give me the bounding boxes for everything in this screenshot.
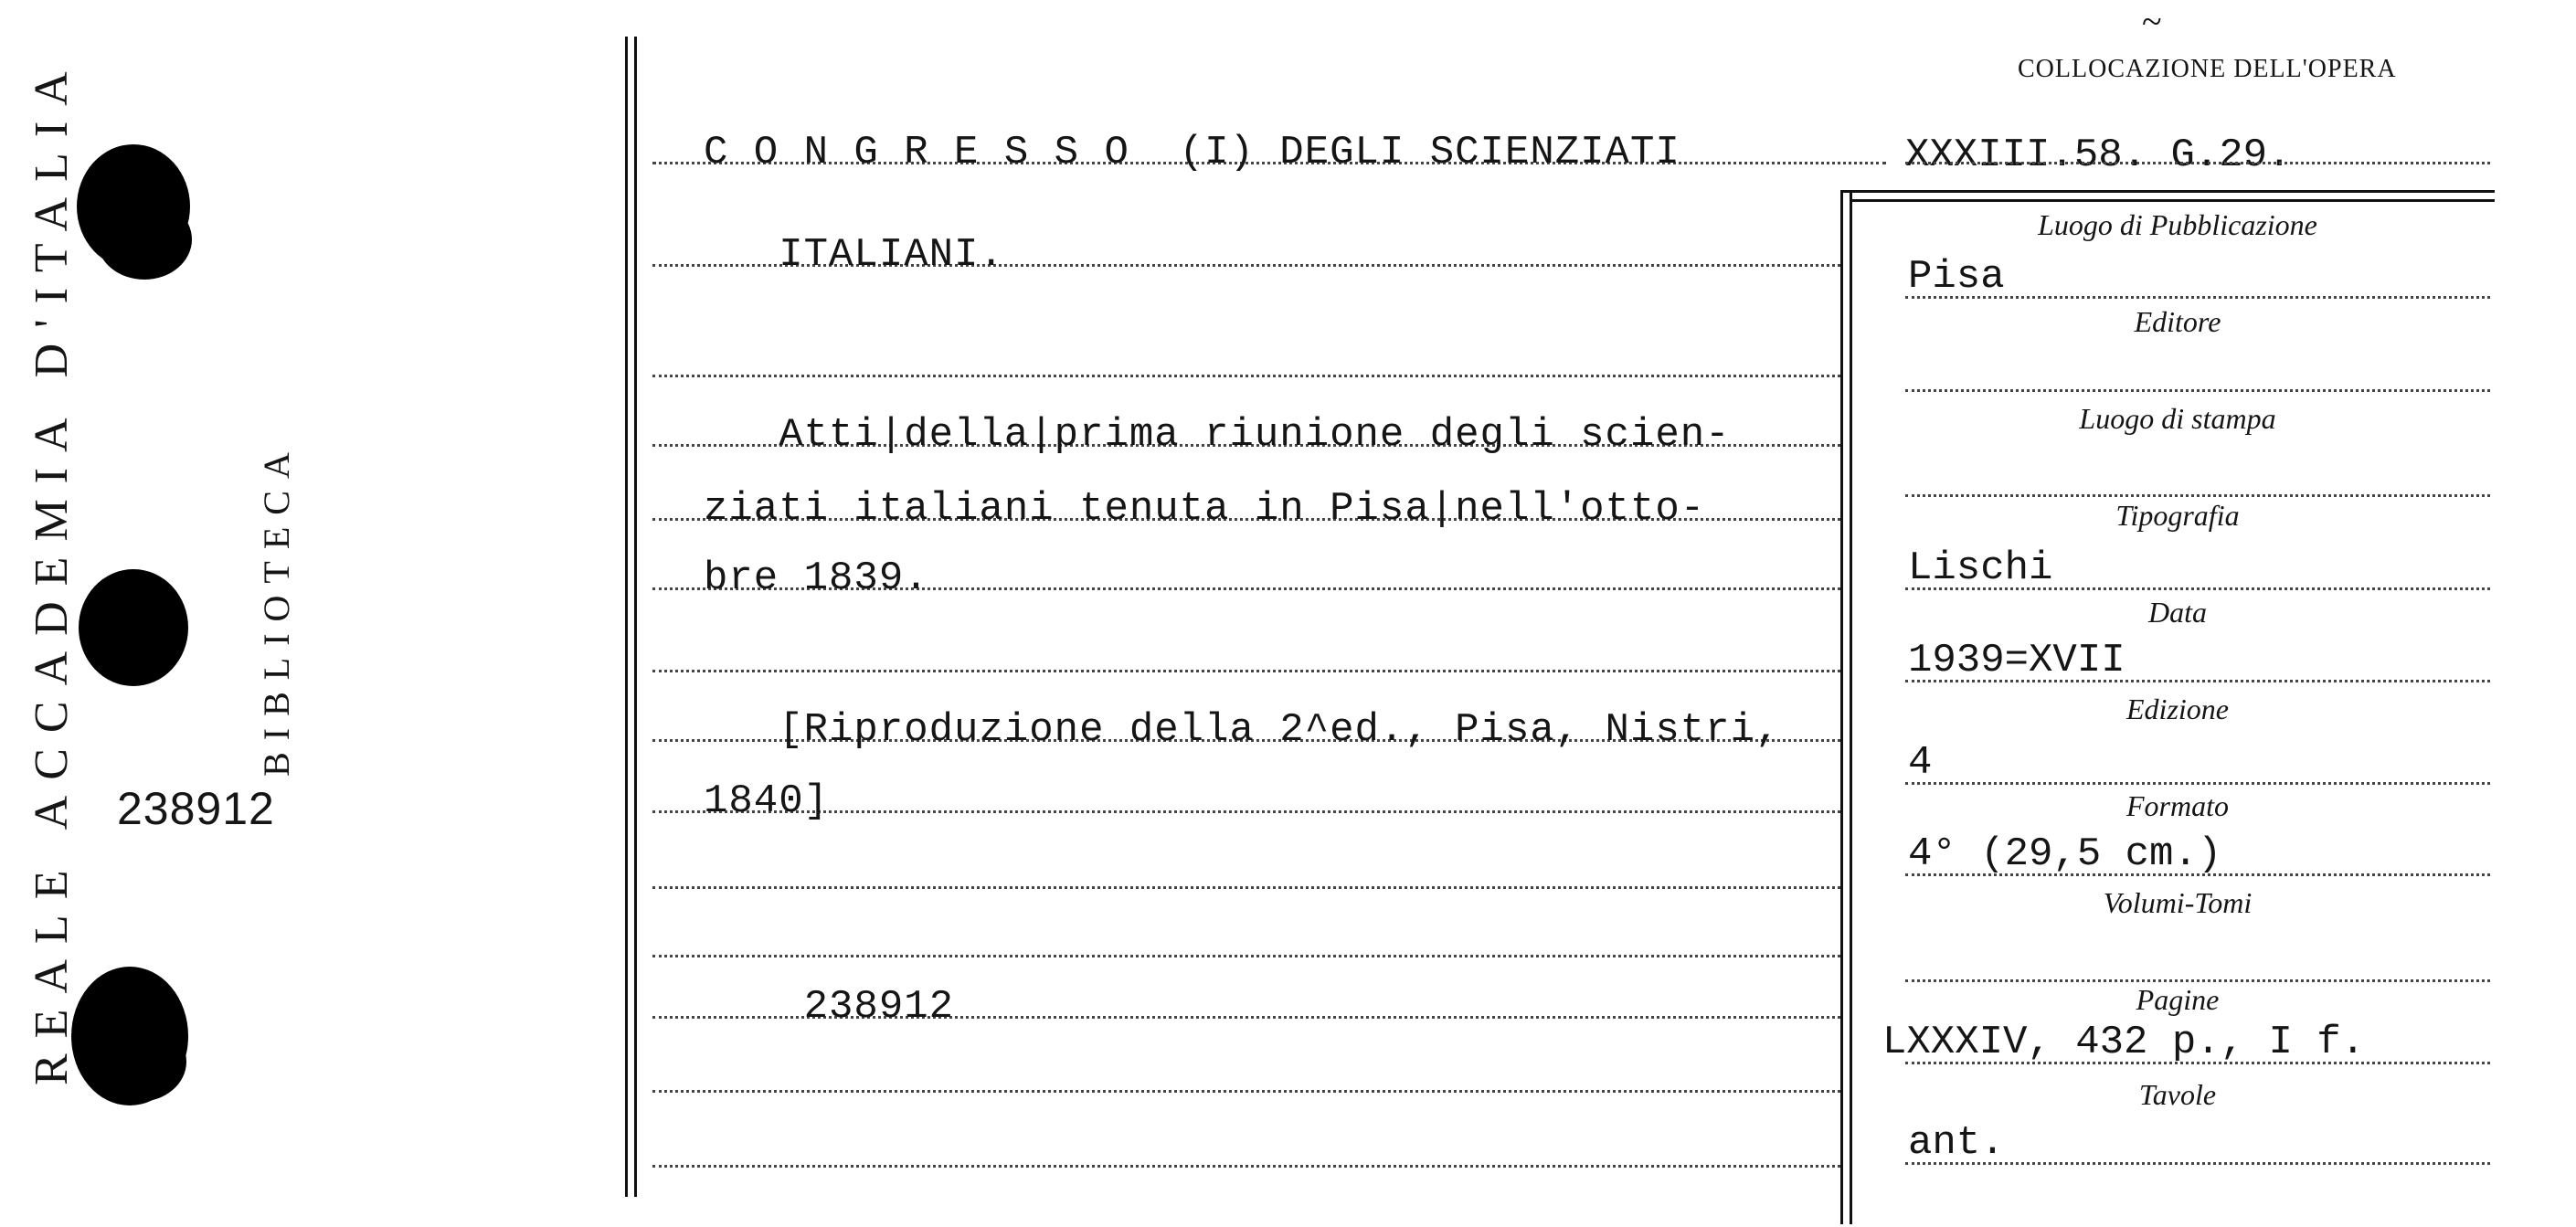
collocazione-dotline (1905, 162, 2490, 164)
entry-dotline (652, 810, 1840, 813)
field-dotline (1905, 494, 2490, 497)
entry-line: ziati italiani tenuta in Pisa|nell'otto- (704, 486, 1706, 532)
right-box-top-outer (1840, 190, 2495, 193)
field-label: Luogo di stampa (2079, 402, 2276, 435)
right-box-top-inner (1850, 199, 2495, 202)
field-label: Pagine (2136, 983, 2220, 1016)
entry-line: C O N G R E S S O (I) DEGLI SCIENZIATI (704, 130, 1680, 175)
entry-dotline (652, 886, 1840, 889)
field-dotline (1905, 389, 2490, 392)
entry-dotline (652, 1165, 1840, 1168)
right-box-border-inner (1850, 192, 1852, 1224)
field-value: LXXXIV, 432 p., I f. (1882, 1020, 2366, 1065)
field-label: Luogo di Pubblicazione (2038, 208, 2317, 241)
field-value: 1939=XVII (1908, 638, 2125, 683)
field-value: Lischi (1908, 545, 2053, 591)
entry-line: 238912 (704, 984, 955, 1030)
collocazione-label: COLLOCAZIONE DELL'OPERA (2018, 55, 2397, 83)
field-label: Tavole (2138, 1078, 2217, 1111)
entry-dotline (652, 375, 1840, 377)
field-label: Formato (2126, 789, 2229, 822)
field-dotline (1905, 979, 2490, 982)
field-value: Pisa (1908, 254, 2005, 300)
punch-hole-bottom (71, 967, 188, 1105)
field-label: Editore (2134, 305, 2221, 338)
entry-line: bre 1839. (704, 555, 929, 601)
inventory-number: 238912 (117, 783, 275, 834)
entry-dotline (652, 670, 1840, 672)
entry-dotline (652, 955, 1840, 957)
entry-line: [Riproduzione della 2^ed., Pisa, Nistri, (704, 707, 1781, 753)
tilde-mark: ~ (2142, 1, 2162, 42)
entry-line: ITALIANI. (704, 232, 1004, 278)
field-label: Data (2148, 596, 2207, 629)
right-box-border-outer (1840, 192, 1843, 1224)
entry-line: Atti|della|prima riunione degli scien- (704, 412, 1731, 458)
entry-line: 1840] (704, 778, 830, 824)
left-border-outer (625, 37, 628, 1197)
field-value: 4° (29,5 cm.) (1908, 831, 2222, 877)
punch-hole-middle (79, 569, 188, 686)
institution-name: REALE ACCADEMIA D'ITALIA (26, 56, 78, 1085)
library-name: BIBLIOTECA (256, 440, 297, 777)
field-label: Tipografia (2115, 499, 2240, 532)
field-value: ant. (1908, 1120, 2005, 1166)
punch-hole-top (77, 144, 190, 269)
field-dotline (1905, 782, 2490, 785)
field-label: Edizione (2126, 693, 2229, 725)
field-label: Volumi-Tomi (2103, 886, 2253, 919)
left-border-inner (634, 37, 637, 1197)
entry-dotline (652, 1090, 1840, 1093)
field-value: 4 (1908, 740, 1933, 786)
collocazione-value: XXXIII.58. G.29. (1905, 132, 2292, 178)
